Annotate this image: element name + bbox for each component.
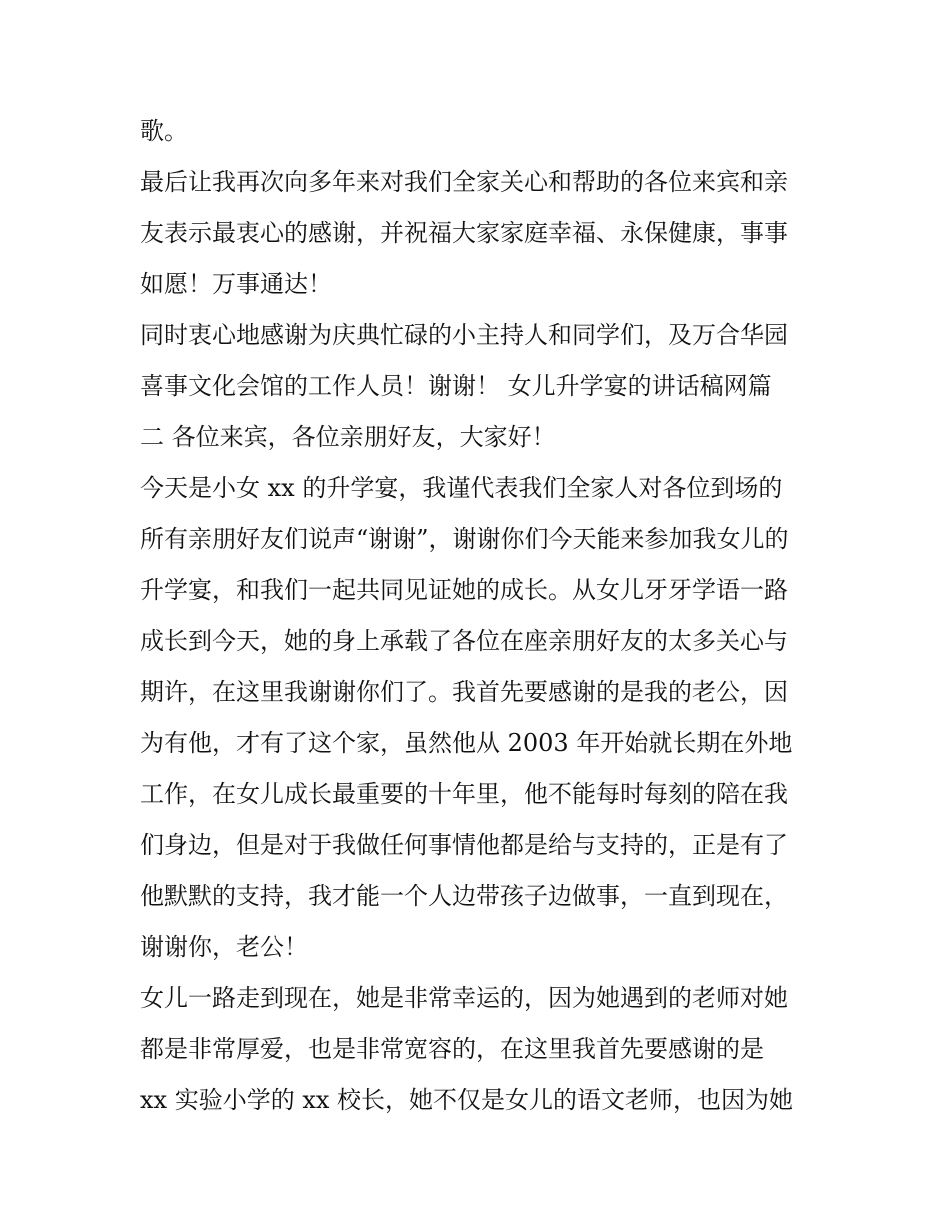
text-line: 他默默的支持，我才能一个人边带孩子边做事，一直到现在， (140, 882, 788, 910)
text-line: 如愿！万事通达！ (140, 270, 332, 298)
text-line: 们身边，但是对于我做任何事情他都是给与支持的，正是有了 (140, 831, 788, 859)
text-line: 谢谢你，老公！ (140, 933, 308, 961)
text-line: 同时衷心地感谢为庆典忙碌的小主持人和同学们，及万合华园 (140, 321, 788, 349)
text-line: 期许，在这里我谢谢你们了。我首先要感谢的是我的老公，因 (140, 678, 788, 706)
text-line: 升学宴，和我们一起共同见证她的成长。从女儿牙牙学语一路 (140, 576, 788, 604)
text-line: 二 各位来宾，各位亲朋好友，大家好！ (140, 423, 556, 451)
document-body (140, 106, 820, 1126)
text-line: 友表示最衷心的感谢，并祝福大家家庭幸福、永保健康，事事 (140, 219, 788, 247)
text-line: 今天是小女 xx 的升学宴，我谨代表我们全家人对各位到场的 (140, 474, 783, 502)
text-line: 最后让我再次向多年来对我们全家关心和帮助的各位来宾和亲 (140, 168, 788, 196)
text-line: 所有亲朋好友们说声“谢谢”，谢谢你们今天能来参加我女儿的 (140, 525, 789, 553)
text-line: 歌。 (140, 117, 188, 145)
text-line: 成长到今天，她的身上承载了各位在座亲朋好友的太多关心与 (140, 627, 788, 655)
text-line: 喜事文化会馆的工作人员！谢谢！ 女儿升学宴的讲话稿网篇 (140, 372, 772, 400)
text-line: 都是非常厚爱，也是非常宽容的，在这里我首先要感谢的是 (140, 1035, 764, 1063)
text-line: 女儿一路走到现在，她是非常幸运的，因为她遇到的老师对她 (140, 984, 788, 1012)
text-line: xx 实验小学的 xx 校长，她不仅是女儿的语文老师，也因为她 (140, 1086, 794, 1114)
text-line: 工作，在女儿成长最重要的十年里，他不能每时每刻的陪在我 (140, 780, 788, 808)
text-line: 为有他，才有了这个家，虽然他从 2003 年开始就长期在外地 (140, 729, 793, 757)
